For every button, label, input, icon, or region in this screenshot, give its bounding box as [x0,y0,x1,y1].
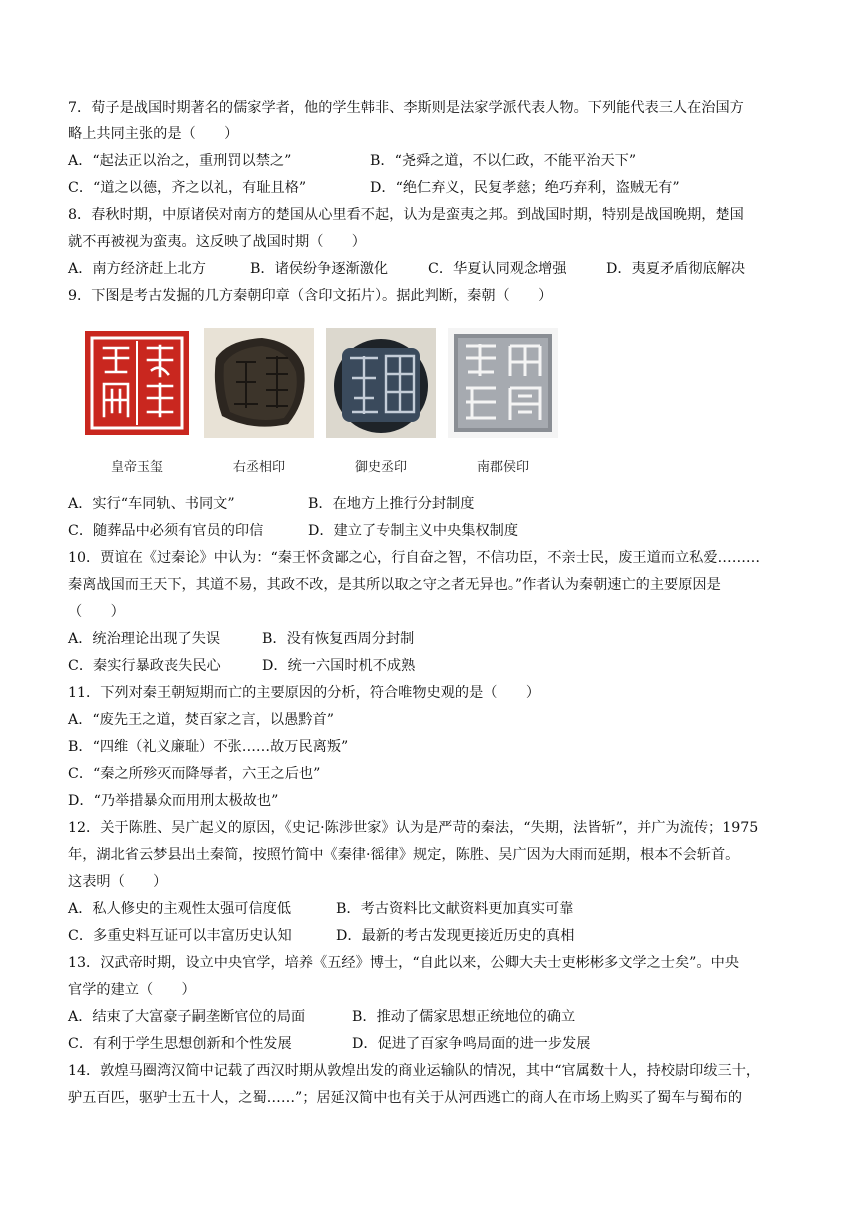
q12-option-c: C．多重史料互证可以丰富历史认知 [68,928,292,944]
q11-option-b: B．“四维（礼义廉耻）不张……故万民离叛” [68,739,349,755]
q11-option-d: D．“乃举措暴众而用刑太极故也” [68,793,279,809]
q8-option-b: B．诸侯纷争逐渐激化 [250,261,389,277]
q10-option-d: D．统一六国时机不成熟 [262,658,416,674]
q7-stem-line1: 7．荀子是战国时期著名的儒家学者，他的学生韩非、李斯则是法家学派代表人物。下列能代表三人在治国方 [68,100,744,116]
nanjun-seal-rubbing [448,328,558,438]
q9-stem-line1: 9．下图是考古发掘的几方秦朝印章（含印文拓片）。据此判断，秦朝（ ） [68,288,553,304]
q10-option-a: A．统治理论出现了失误 [68,631,221,647]
q7-option-b: B．“尧舜之道，不以仁政，不能平治天下” [370,153,637,169]
q10-stem-line1: 10．贾谊在《过秦论》中认为：“秦王怀贪鄙之心，行自奋之智，不信功臣，不亲士民，废王道而立私爱……… [68,550,761,566]
q8-option-a: A．南方经济赶上北方 [68,261,206,277]
chancellor-seal-photo [204,328,314,438]
q12-option-b: B．考古资料比文献资料更加真实可靠 [336,901,574,917]
imperial-seal-imprint [82,328,192,438]
seal-caption-2: 右丞相印 [232,460,285,475]
seal-caption-4: 南郡侯印 [476,460,529,475]
q9-option-b: B．在地方上推行分封制度 [308,496,475,512]
q8-stem-line2: 就不再被视为蛮夷。这反映了战国时期（ ） [68,234,366,250]
q11-stem-line1: 11．下列对秦王朝短期而亡的主要原因的分析，符合唯物史观的是（ ） [68,685,541,701]
q13-stem-line1: 13．汉武帝时期，设立中央官学，培养《五经》博士，“自此以来，公卿大夫士吏彬彬多文学之士矣”。中央 [68,955,740,971]
q12-stem-line3: 这表明（ ） [68,874,168,890]
q13-option-a: A．结束了大富豪子嗣垄断官位的局面 [68,1009,306,1025]
q13-option-d: D．促进了百家争鸣局面的进一步发展 [352,1036,591,1052]
q7-option-c: C．“道之以德，齐之以礼，有耻且格” [68,180,307,196]
q7-option-a: A．“起法正以治之，重刑罚以禁之” [68,153,292,169]
q8-option-d: D．夷夏矛盾彻底解决 [606,261,746,277]
q13-option-b: B．推动了儒家思想正统地位的确立 [352,1009,576,1025]
q10-stem-line2: 秦离战国而王天下，其道不易，其政不改，是其所以取之守之者无异也。”作者认为秦朝速亡的主要原因是 [68,577,721,593]
q9-option-a: A．实行“车同轨、书同文” [68,496,235,512]
q13-option-c: C．有利于学生思想创新和个性发展 [68,1036,292,1052]
q10-option-c: C．秦实行暴政丧失民心 [68,658,221,674]
q11-option-c: C．“秦之所殄灭而降辱者，六王之后也” [68,766,321,782]
q11-option-a: A．“废先王之道，焚百家之言，以愚黔首” [68,712,334,728]
censor-seal-photo [326,328,436,438]
q12-stem-line1: 12．关于陈胜、吴广起义的原因，《史记·陈涉世家》认为是严苛的秦法，“失期，法皆斩”，并广为流传；1975 [68,820,759,836]
q12-option-a: A．私人修史的主观性太强可信度低 [68,901,292,917]
qin-seals-figure [82,328,552,478]
q14-stem-line2: 驴五百匹，驱驴士五十人，之蜀……”；居延汉简中也有关于从河西逃亡的商人在市场上购买了蜀车与蜀布的 [68,1090,743,1106]
q12-stem-line2: 年，湖北省云梦县出土秦简，按照竹简中《秦律·徭律》规定，陈胜、吴广因为大雨而延期，根本不会斩首。 [68,847,740,863]
q8-stem-line1: 8．春秋时期，中原诸侯对南方的楚国从心里看不起，认为是蛮夷之邦。到战国时期，特别是战国晚期，楚国 [68,207,744,223]
seal-caption-1: 皇帝玉玺 [110,460,163,475]
q14-stem-line1: 14．敦煌马圈湾汉简中记载了西汉时期从敦煌出发的商业运输队的情况，其中“官属数十人，持校尉印绂三十， [68,1063,761,1079]
q10-stem-line3: （ ） [68,604,125,620]
q9-option-d: D．建立了专制主义中央集权制度 [308,523,519,539]
q8-option-c: C．华夏认同观念增强 [428,261,567,277]
q7-option-d: D．“绝仁弃义，民复孝慈；绝巧弃利，盗贼无有” [370,180,680,196]
q10-option-b: B．没有恢复西周分封制 [262,631,415,647]
q13-stem-line2: 官学的建立（ ） [68,982,196,998]
seal-caption-3: 御史丞印 [354,460,407,475]
q12-option-d: D．最新的考古发现更接近历史的真相 [336,928,575,944]
q9-option-c: C．随葬品中必须有官员的印信 [68,523,264,539]
q7-stem-line2: 略上共同主张的是（ ） [68,126,239,142]
